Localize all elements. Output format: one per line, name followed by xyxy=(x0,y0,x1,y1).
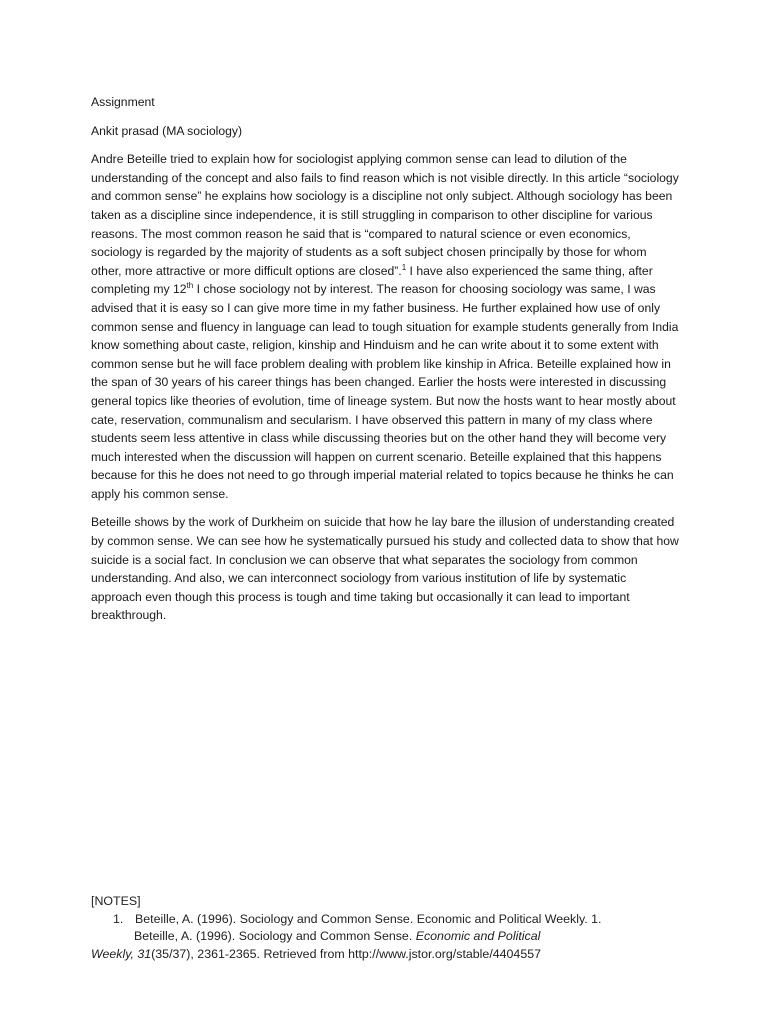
note-citation-source: (35/37), 2361-2365. Retrieved from http://www.jstor.org/stable/4404557 xyxy=(151,946,541,961)
notes-section xyxy=(91,893,691,963)
paragraph-1 xyxy=(91,150,679,503)
note-journal-volume: Weekly, 31 xyxy=(91,946,152,961)
note-citation-continuation xyxy=(91,946,691,964)
paragraph-1-part-b: I have also experienced the same thing, after completing my 12 xyxy=(91,263,653,297)
paragraph-2: Beteille shows by the work of Durkheim on suicide that how he lay bare the illusion of understanding created by common sense. We can see how he systematically pursued his study and collected data to show that how suicide is a social fact. In conclusion we can observe that what separates the sociology from common understanding. And also, we can interconnect sociology from various institution of life by systematic approach even though this process is tough and time taking but occasionally it can lead to important breakthrough. xyxy=(91,515,679,623)
paragraph-1-part-c: I chose sociology not by interest. The reason for choosing sociology was same, I was advised that it is easy so I can give more time in my father business. He further explained how use of only common sense and fluency in language can lead to tough situation for example students generally from India know something about caste, religion, kinship and Hinduism and he can write about it to some extent with common sense but he will face problem dealing with problem like kinship in Africa. Beteille explained how in the span of 30 years of his career things has been changed. Earlier the hosts were interested in discussing general topics like theories of evolution, time of lineage system. But now the hosts want to hear mostly about cate, reservation, communalism and secularism. I have observed this pattern in many of my class where students seem less attentive in class while discussing theories but on the other hand they will become very much interested when the discussion will happen on current scenario. Beteille explained that this happens because for this he does not need to go through imperial material related to topics because he thinks he can apply his common sense. xyxy=(91,282,679,501)
note-citation-text: Beteille, A. (1996). Sociology and Common Sense. xyxy=(134,929,416,943)
note-citation-full-line xyxy=(114,928,691,946)
note-journal-title: Economic and Political xyxy=(415,929,541,943)
ordinal-suffix: th xyxy=(186,281,194,291)
note-item xyxy=(91,911,691,964)
notes-heading: [NOTES] xyxy=(91,894,141,908)
note-number: 1. xyxy=(113,911,124,926)
footnote-marker: 1 xyxy=(401,262,407,272)
document-body xyxy=(91,93,679,635)
note-citation-short: Beteille, A. (1996). Sociology and Common Sense. Economic and Political Weekly. 1. xyxy=(135,911,602,926)
assignment-label: Assignment xyxy=(91,95,155,109)
paragraph-1-part-a: Andre Beteille tried to explain how for sociologist applying common sense can lead to dilution of the understanding of the concept and also fails to find reason which is not visible directly. In this article “sociology and common sense” he explains how sociology is a discipline not only subject. Although sociology has been taken as a discipline since independence, it is still struggling in comparison to other discipline for various reasons. The most common reason he said that is “compared to natural science or even economics, sociology is regarded by the majority of students as a soft subject chosen principally by those for whom other, more attractive or more difficult options are closed”. xyxy=(91,152,679,278)
author-line: Ankit prasad (MA sociology) xyxy=(91,123,243,138)
